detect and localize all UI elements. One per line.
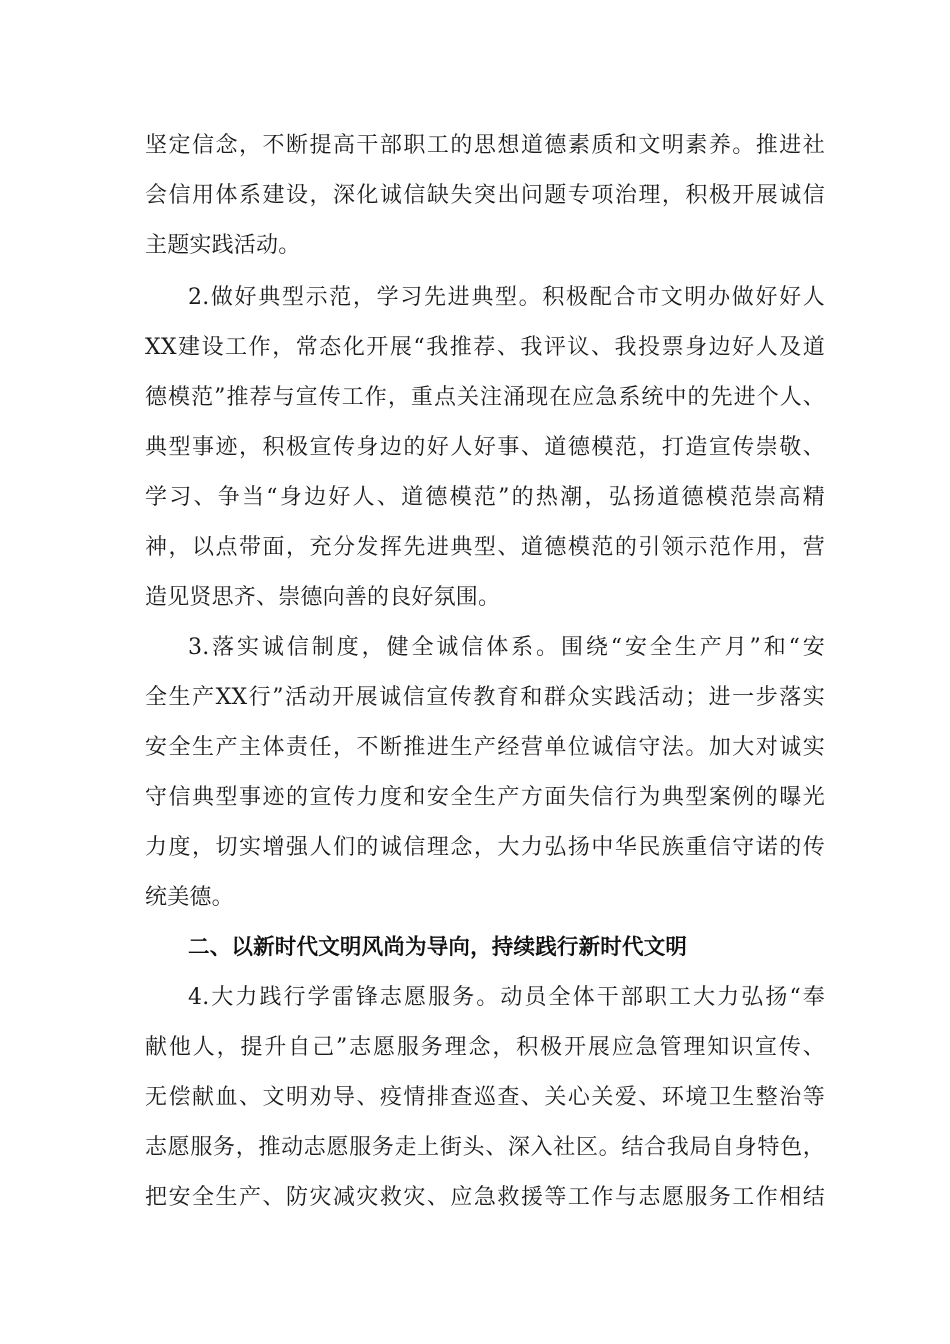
section-heading: 二、以新时代文明风尚为导向，持续践行新时代文明 [188, 935, 688, 960]
text-line: 安全生产主体责任，不断推进生产经营单位诚信守法。加大对诚实 [145, 735, 825, 760]
text-line: 全生产XX行”活动开展诚信宣传教育和群众实践活动；进一步落实 [145, 685, 825, 710]
text-line: 统美德。 [145, 885, 234, 910]
text-line: XX建设工作，常态化开展“我推荐、我评议、我投票身边好人及道 [145, 335, 825, 360]
text-line: 神，以点带面，充分发挥先进典型、道德模范的引领示范作用，营 [145, 535, 825, 560]
text-line: 典型事迹，积极宣传身边的好人好事、道德模范，打造宣传崇敬、 [145, 435, 825, 460]
paragraph-start-line: 4.大力践行学雷锋志愿服务。动员全体干部职工大力弘扬“奉 [188, 985, 825, 1010]
text-line: 守信典型事迹的宣传力度和安全生产方面失信行为典型案例的曝光 [145, 785, 825, 810]
text-line: 力度，切实增强人们的诚信理念，大力弘扬中华民族重信守诺的传 [145, 835, 825, 860]
text-line: 坚定信念，不断提高干部职工的思想道德素质和文明素养。推进社 [145, 133, 825, 158]
text-line: 无偿献血、文明劝导、疫情排查巡查、关心关爱、环境卫生整治等 [145, 1085, 825, 1110]
text-line: 志愿服务，推动志愿服务走上街头、深入社区。结合我局自身特色， [145, 1135, 825, 1160]
text-line: 德模范”推荐与宣传工作，重点关注涌现在应急系统中的先进个人、 [145, 385, 825, 410]
paragraph-start-line: 3.落实诚信制度，健全诚信体系。围绕“安全生产月”和“安 [188, 635, 825, 660]
text-line: 把安全生产、防灾减灾救灾、应急救援等工作与志愿服务工作相结 [145, 1185, 825, 1210]
text-line: 会信用体系建设，深化诚信缺失突出问题专项治理，积极开展诚信 [145, 183, 825, 208]
text-line: 主题实践活动。 [145, 233, 301, 258]
paragraph-start-line: 2.做好典型示范，学习先进典型。积极配合市文明办做好好人 [188, 285, 825, 310]
text-line: 献他人，提升自己”志愿服务理念，积极开展应急管理知识宣传、 [145, 1035, 825, 1060]
text-line: 学习、争当“身边好人、道德模范”的热潮，弘扬道德模范崇高精 [145, 485, 825, 510]
text-line: 造见贤思齐、崇德向善的良好氛围。 [145, 585, 501, 610]
